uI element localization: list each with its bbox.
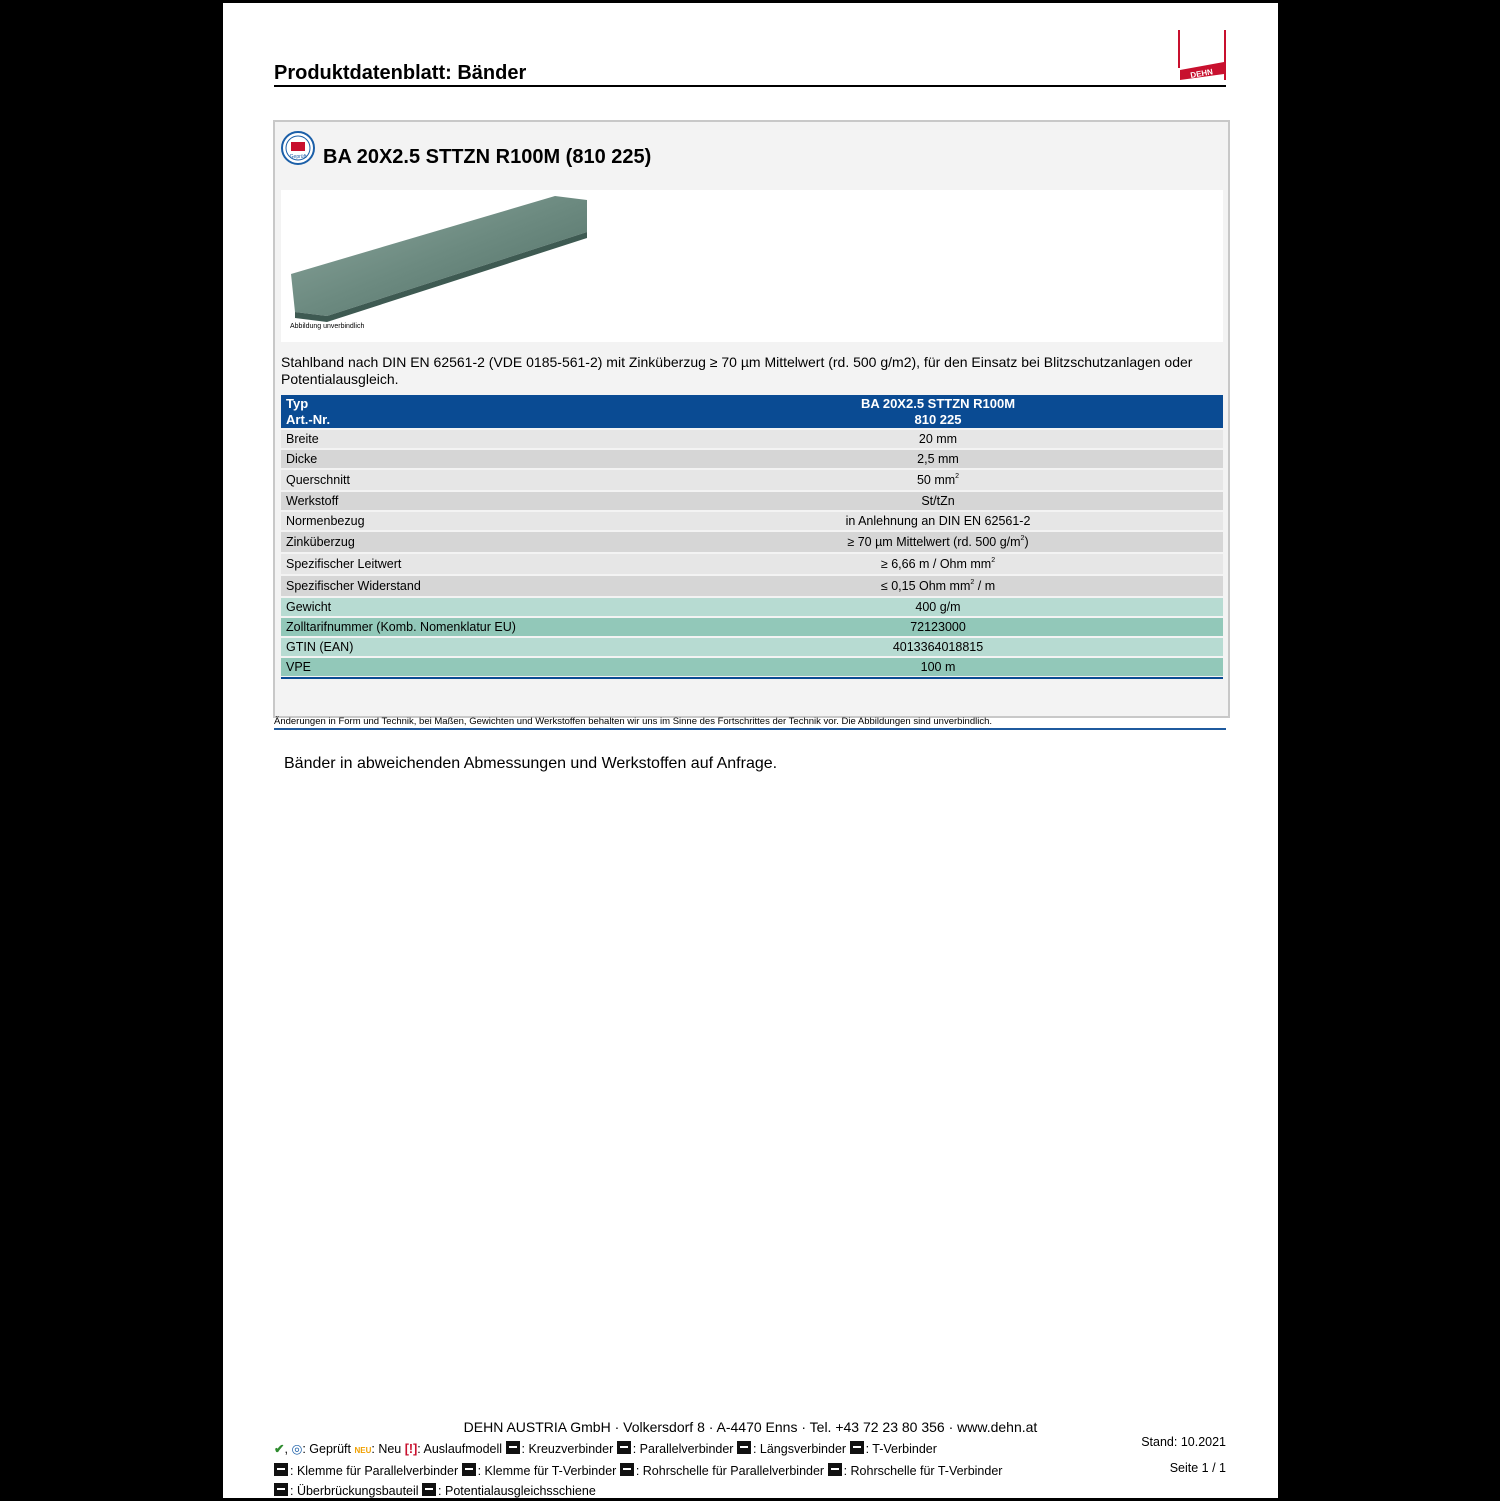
spec-row-label: GTIN (EAN) bbox=[286, 640, 354, 654]
spec-row bbox=[281, 492, 1223, 510]
longitudinal-connector-icon bbox=[737, 1441, 751, 1454]
image-caption: Abbildung unverbindlich bbox=[290, 323, 365, 330]
spec-row-value-text: 20 mm bbox=[918, 432, 958, 446]
spec-row-value bbox=[653, 494, 1223, 508]
pipe-clamp-t-icon bbox=[828, 1463, 842, 1476]
spec-row-value bbox=[653, 535, 1223, 549]
legend-geprueft: : Geprüft bbox=[302, 1442, 351, 1456]
page-title: Produktdatenblatt: Bänder bbox=[274, 62, 527, 84]
disclaimer: Änderungen in Form und Technik, bei Maßen, Gewichten und Werkstoffen behalten wir uns im Sinne des Fortschrittes der Technik vor. Die Abbildungen sind unverbindlich. bbox=[274, 716, 993, 727]
spec-row-value bbox=[653, 620, 1223, 634]
spec-row-value bbox=[653, 557, 1223, 571]
spec-row-value-text: 50 mm bbox=[916, 473, 956, 487]
spec-row-value-text: ≥ 6,66 m / Ohm mm bbox=[880, 557, 992, 571]
spec-row-value-text: ≥ 70 µm Mittelwert (rd. 500 g/m bbox=[847, 535, 1021, 549]
spec-row-value bbox=[653, 452, 1223, 466]
spec-table bbox=[281, 395, 1223, 679]
spec-row bbox=[281, 470, 1223, 490]
spec-row-label: Gewicht bbox=[286, 600, 332, 614]
spec-row bbox=[281, 532, 1223, 552]
spec-table-bottom-rule bbox=[281, 677, 1223, 679]
spec-row bbox=[281, 638, 1223, 656]
t-connector-icon bbox=[850, 1441, 864, 1454]
legend-laengs: : Längsverbinder bbox=[752, 1442, 847, 1456]
legend-auslauf: : Auslaufmodell bbox=[417, 1442, 503, 1456]
spec-row-value-suffix: ) bbox=[1024, 535, 1029, 549]
footer-legend: ✔, ◎: Geprüft NEU: Neu [!]: Auslaufmodell : Kreuzverbinder : Parallelverbinder : Längsverbinder : T-Verbinder : Klemme für Parallelverbinder : Klemme für T-Verbinder : Rohrschelle für Parallelverbinder : Rohrschelle für T-Verbinder : Überbrückungsbauteil : Potentialausgleichsschiene bbox=[274, 1442, 1003, 1498]
spec-row-value-text: 2,5 mm bbox=[917, 452, 959, 466]
article-number-label: Art.-Nr. bbox=[286, 412, 331, 427]
spec-row-label: Werkstoff bbox=[286, 494, 339, 508]
clamp-parallel-icon bbox=[274, 1463, 288, 1476]
spec-row-value-text: in Anlehnung an DIN EN 62561-2 bbox=[845, 514, 1031, 528]
datasheet-page bbox=[223, 3, 1278, 1498]
article-number-value: 810 225 bbox=[914, 412, 962, 427]
spec-row-label: Normenbezug bbox=[286, 514, 365, 528]
spec-row-value-text: ≤ 0,15 Ohm mm bbox=[880, 579, 971, 593]
equipotential-bar-icon bbox=[422, 1483, 436, 1496]
spec-row bbox=[281, 618, 1223, 636]
tested-badge-small-icon: ◎ bbox=[291, 1442, 303, 1456]
footer-page-number: Seite 1 / 1 bbox=[1169, 1461, 1226, 1475]
spec-row-value bbox=[653, 514, 1223, 528]
legend-potential: : Potentialausgleichsschiene bbox=[438, 1484, 596, 1498]
legend-t: : T-Verbinder bbox=[865, 1442, 937, 1456]
spec-rows bbox=[281, 430, 1223, 676]
parallel-connector-icon bbox=[617, 1441, 631, 1454]
spec-row bbox=[281, 554, 1223, 574]
spec-row-value bbox=[653, 432, 1223, 446]
spec-row-value bbox=[653, 473, 1223, 487]
type-label: Typ bbox=[286, 396, 309, 411]
spec-row bbox=[281, 576, 1223, 596]
pipe-clamp-parallel-icon bbox=[620, 1463, 634, 1476]
cross-connector-icon bbox=[506, 1441, 520, 1454]
spec-row-value-text: 72123000 bbox=[910, 620, 966, 634]
spec-row-value-superscript: 2 bbox=[955, 473, 960, 480]
legend-neu: : Neu bbox=[371, 1442, 402, 1456]
legend-kl-t: : Klemme für T-Verbinder bbox=[477, 1464, 617, 1478]
discontinued-icon: [!] bbox=[404, 1442, 418, 1456]
spec-row-value bbox=[653, 579, 1223, 593]
spec-row-label: Querschnitt bbox=[286, 473, 350, 487]
clamp-t-icon bbox=[462, 1463, 476, 1476]
spec-row-label: Zolltarifnummer (Komb. Nomenklatur EU) bbox=[286, 620, 516, 634]
spec-row-value-superscript: 2 bbox=[970, 579, 975, 586]
spec-row-value-superscript: 2 bbox=[991, 557, 996, 564]
svg-text:DEHN: DEHN bbox=[1189, 67, 1214, 80]
bridging-component-icon bbox=[274, 1483, 288, 1496]
spec-row-label: Breite bbox=[286, 432, 319, 446]
spec-row-value-text: St/tZn bbox=[921, 494, 955, 508]
spec-row-value bbox=[653, 640, 1223, 654]
spec-row bbox=[281, 450, 1223, 468]
spec-row bbox=[281, 658, 1223, 676]
svg-text:Geprüft: Geprüft bbox=[289, 154, 307, 160]
spec-row-value-text: 100 m bbox=[920, 660, 956, 674]
spec-row bbox=[281, 598, 1223, 616]
spec-row-value-suffix: / m bbox=[974, 579, 996, 593]
spec-row-label: VPE bbox=[286, 660, 312, 674]
spec-row-value-text: 4013364018815 bbox=[892, 640, 984, 654]
product-image-panel bbox=[281, 190, 1223, 342]
spec-row-value bbox=[653, 660, 1223, 674]
availability-note: Bänder in abweichenden Abmessungen und Werkstoffen auf Anfrage. bbox=[284, 755, 778, 772]
disclaimer-rule bbox=[274, 728, 1226, 730]
legend-rohr-parallel: : Rohrschelle für Parallelverbinder bbox=[635, 1464, 825, 1478]
product-card bbox=[273, 120, 1230, 718]
legend-kl-parallel: : Klemme für Parallelverbinder bbox=[290, 1464, 459, 1478]
spec-row-label: Zinküberzug bbox=[286, 535, 355, 549]
footer-address: DEHN AUSTRIA GmbH · Volkersdorf 8 · A-4470 Enns · Tel. +43 72 23 80 356 · www.dehn.at bbox=[463, 1419, 1038, 1435]
legend-ueberbrueck: : Überbrückungsbauteil bbox=[290, 1484, 419, 1498]
spec-row bbox=[281, 512, 1223, 530]
spec-row-value-text: 400 g/m bbox=[915, 600, 961, 614]
legend-kreuz: : Kreuzverbinder bbox=[521, 1442, 614, 1456]
product-description: Stahlband nach DIN EN 62561-2 (VDE 0185-561-2) mit Zinküberzug ≥ 70 µm Mittelwert (rd. 500 g/m2), für den Einsatz bei Blitzschutzanlagen oder Potentialausgleich. bbox=[281, 354, 1193, 387]
legend-parallel: : Parallelverbinder bbox=[632, 1442, 734, 1456]
new-badge-icon: NEU bbox=[354, 1446, 372, 1455]
spec-row bbox=[281, 430, 1223, 448]
legend-rohr-t: : Rohrschelle für T-Verbinder bbox=[843, 1464, 1003, 1478]
spec-row-label: Dicke bbox=[286, 452, 318, 466]
spec-row-value-superscript: 2 bbox=[1020, 535, 1025, 542]
product-title: BA 20X2.5 STTZN R100M (810 225) bbox=[323, 146, 652, 168]
spec-table-header bbox=[281, 395, 1223, 428]
tested-badge-icon bbox=[281, 131, 315, 165]
checkmark-icon: ✔ bbox=[274, 1442, 285, 1456]
type-value: BA 20X2.5 STTZN R100M bbox=[860, 396, 1016, 411]
header-rule bbox=[274, 85, 1226, 87]
product-image bbox=[287, 194, 597, 324]
footer-stand: Stand: 10.2021 bbox=[1141, 1435, 1226, 1449]
spec-row-value bbox=[653, 600, 1223, 614]
spec-row-label: Spezifischer Widerstand bbox=[286, 579, 421, 593]
spec-row-label: Spezifischer Leitwert bbox=[286, 557, 402, 571]
dehn-logo bbox=[1178, 30, 1226, 80]
